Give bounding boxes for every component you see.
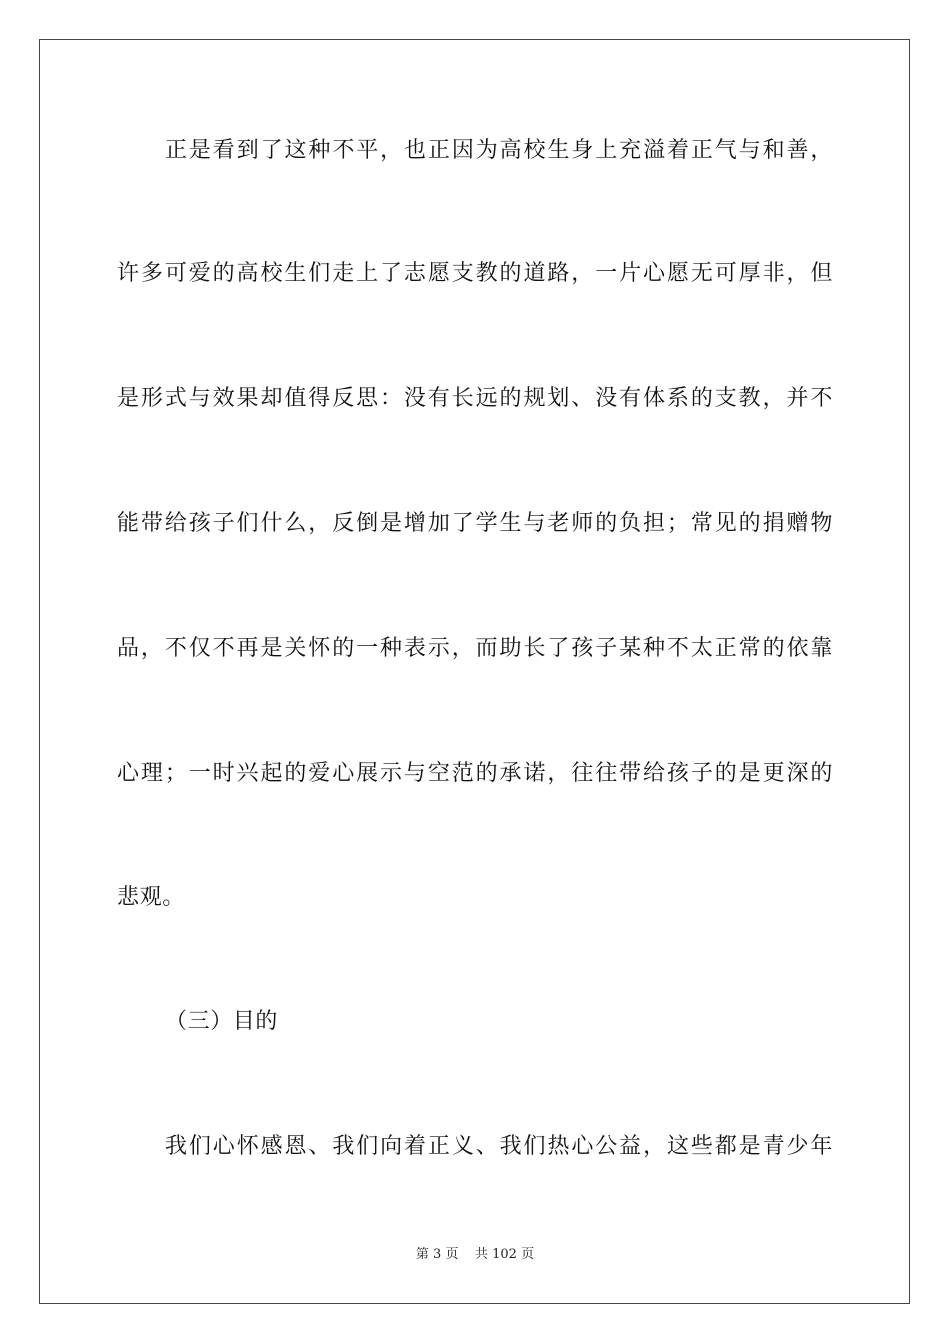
page-number-footer: 第 3 页 共 102 页 (415, 1247, 535, 1262)
paragraph-line: 我们心怀感恩、我们向着正义、我们热心公益，这些都是青少年 (165, 1134, 833, 1159)
paragraph-line: 悲观。 (117, 885, 185, 910)
paragraph-line: 心理；一时兴起的爱心展示与空范的承诺，往往带给孩子的是更深的 (117, 761, 833, 786)
paragraph-line: 品，不仅不再是关怀的一种表示，而助长了孩子某种不太正常的依靠 (117, 636, 833, 661)
paragraph-line: 许多可爱的高校生们走上了志愿支教的道路，一片心愿无可厚非，但 (117, 261, 833, 286)
paragraph-line: 是形式与效果却值得反思：没有长远的规划、没有体系的支教，并不 (117, 386, 833, 411)
paragraph-line: 能带给孩子们什么，反倒是增加了学生与老师的负担；常见的捐赠物 (117, 511, 833, 536)
paragraph-line: 正是看到了这种不平，也正因为高校生身上充溢着正气与和善， (165, 138, 833, 163)
page-border (39, 39, 910, 1304)
section-heading: （三）目的 (165, 1009, 279, 1034)
